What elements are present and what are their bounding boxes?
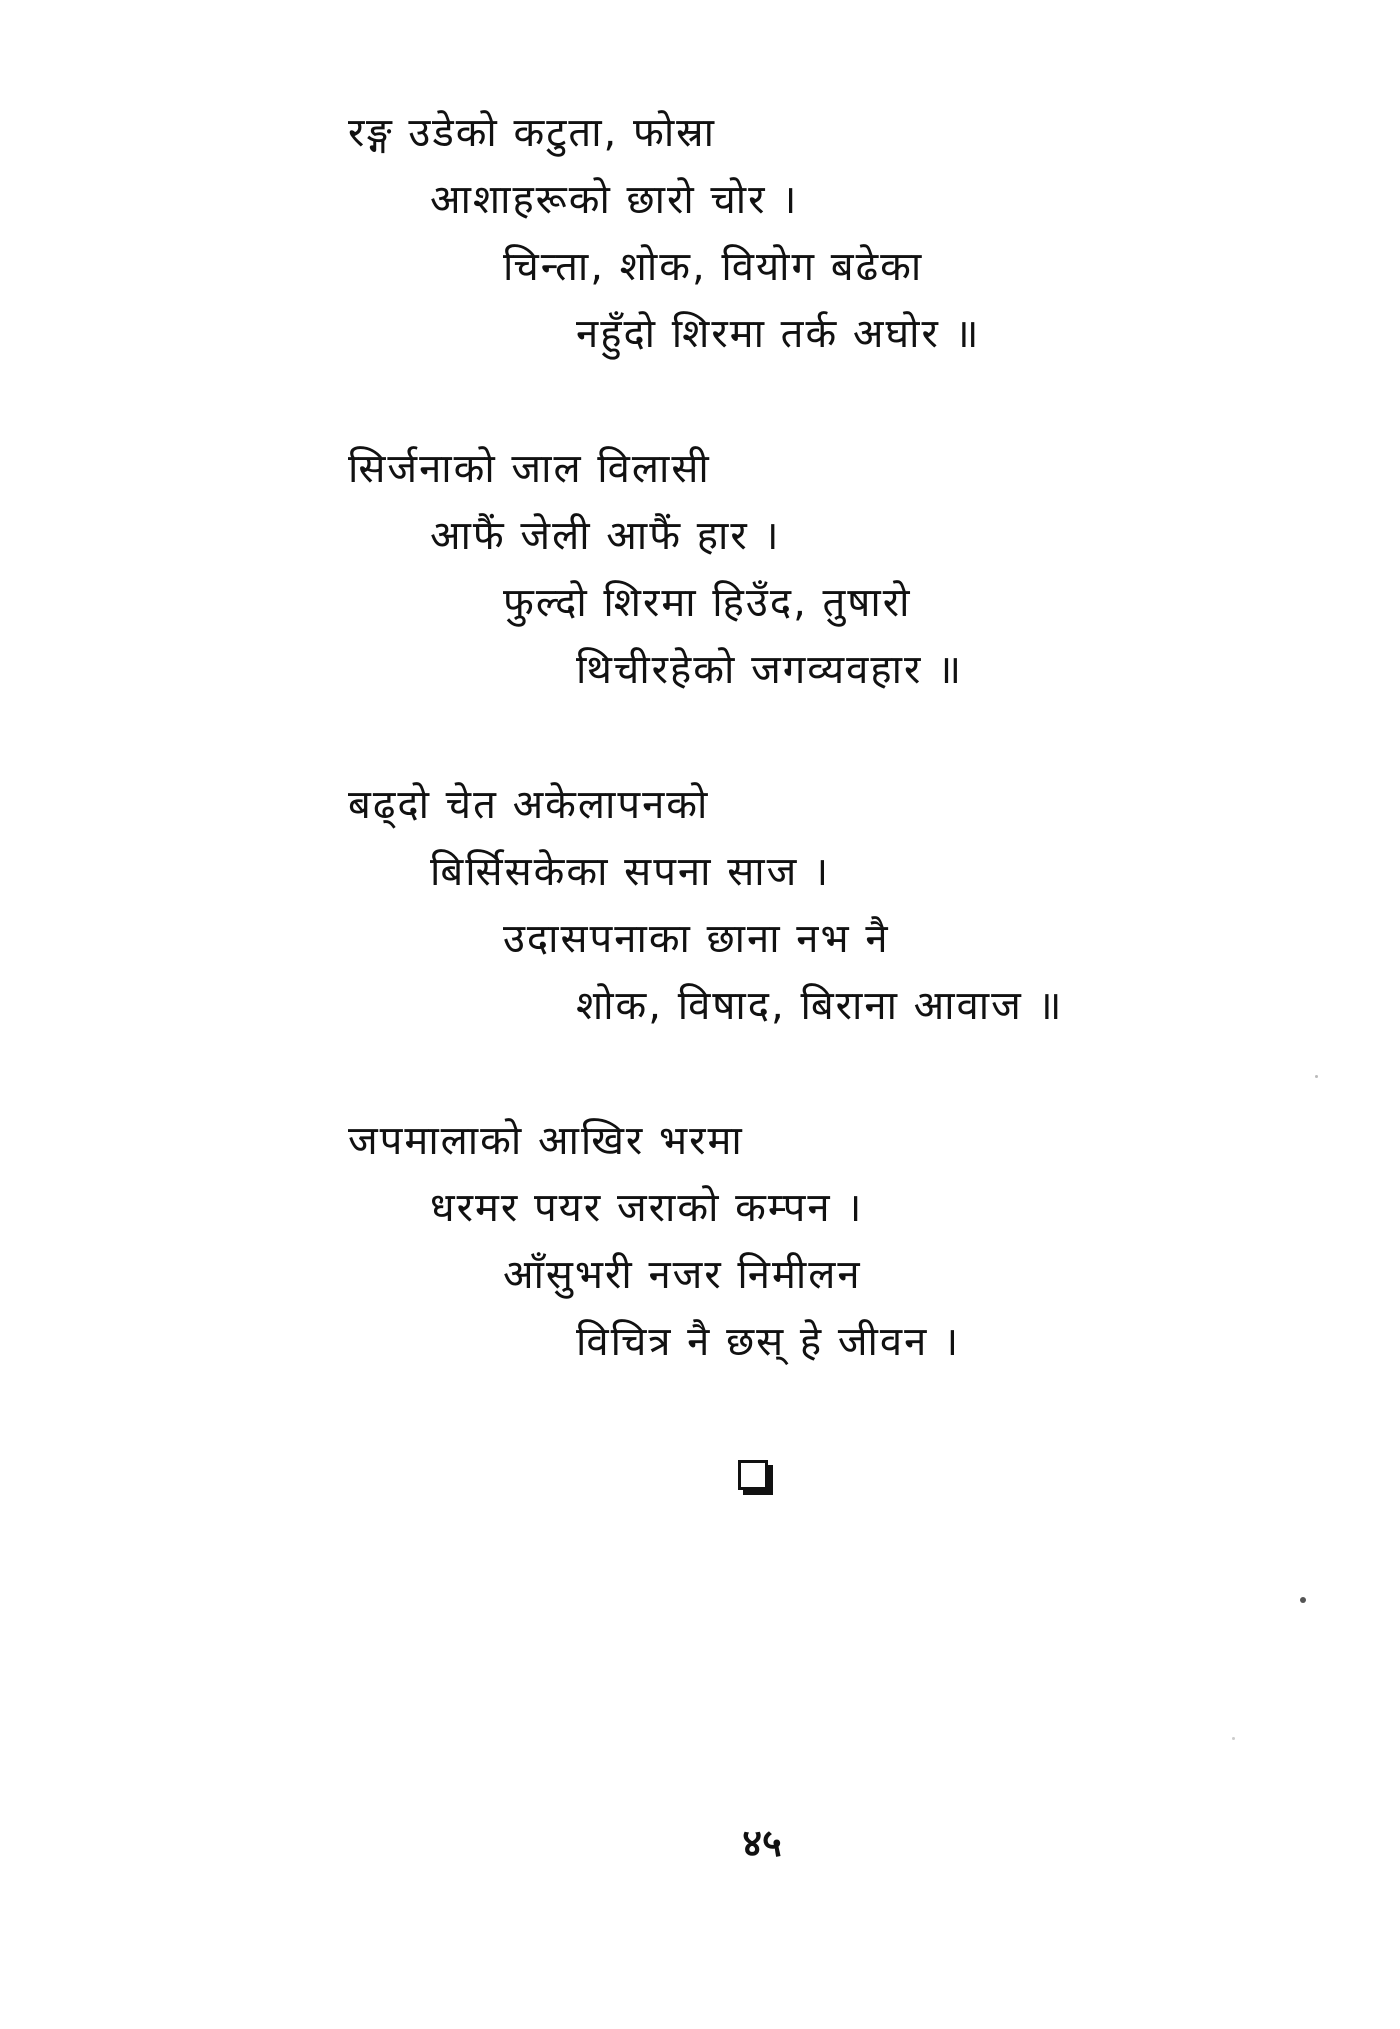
stanza-4-line-3: आँसुभरी नजर निमीलन <box>503 1252 862 1298</box>
stanza-3-line-4: शोक, विषाद, बिराना आवाज ॥ <box>576 983 1064 1029</box>
stanza-2-line-1: सिर्जनाको जाल विलासी <box>348 446 711 492</box>
scan-speck-mark <box>1300 1597 1306 1603</box>
stanza-3-line-3: उदासपनाका छाना नभ नै <box>503 916 890 962</box>
scan-speck-mark <box>1315 1075 1318 1078</box>
scan-speck-mark <box>1232 1737 1235 1740</box>
stanza-3-line-2: बिर्सिसकेका सपना साज । <box>430 849 831 895</box>
stanza-3 <box>348 772 1248 1040</box>
stanza-4-line-2: धरमर पयर जराको कम्पन । <box>430 1185 864 1231</box>
stanza-4-line-4: विचित्र नै छस् हे जीवन । <box>576 1319 961 1365</box>
stanza-1 <box>348 100 1248 368</box>
stanza-1-line-1: रङ्ग उडेको कटुता, फोस्रा <box>348 110 716 156</box>
stanza-1-line-2: आशाहरूको छारो चोर । <box>430 177 799 223</box>
stanza-1-line-3: चिन्ता, शोक, वियोग बढेका <box>503 244 924 290</box>
stanza-2-line-2: आफैं जेली आफैं हार । <box>430 513 781 559</box>
stanza-4 <box>348 1108 1248 1376</box>
stanza-2-line-4: थिचीरहेको जगव्यवहार ॥ <box>576 647 964 693</box>
stanza-4-line-1: जपमालाको आखिर भरमा <box>348 1118 744 1164</box>
stanza-2 <box>348 436 1248 704</box>
page-number: ४५ <box>742 1821 782 1865</box>
stanza-3-line-1: बढ्दो चेत अकेलापनको <box>348 782 710 828</box>
end-of-poem-square-icon <box>738 1460 768 1490</box>
stanza-2-line-3: फुल्दो शिरमा हिउँद, तुषारो <box>503 580 912 626</box>
stanza-1-line-4: नहुँदो शिरमा तर्क अघोर ॥ <box>576 311 981 357</box>
